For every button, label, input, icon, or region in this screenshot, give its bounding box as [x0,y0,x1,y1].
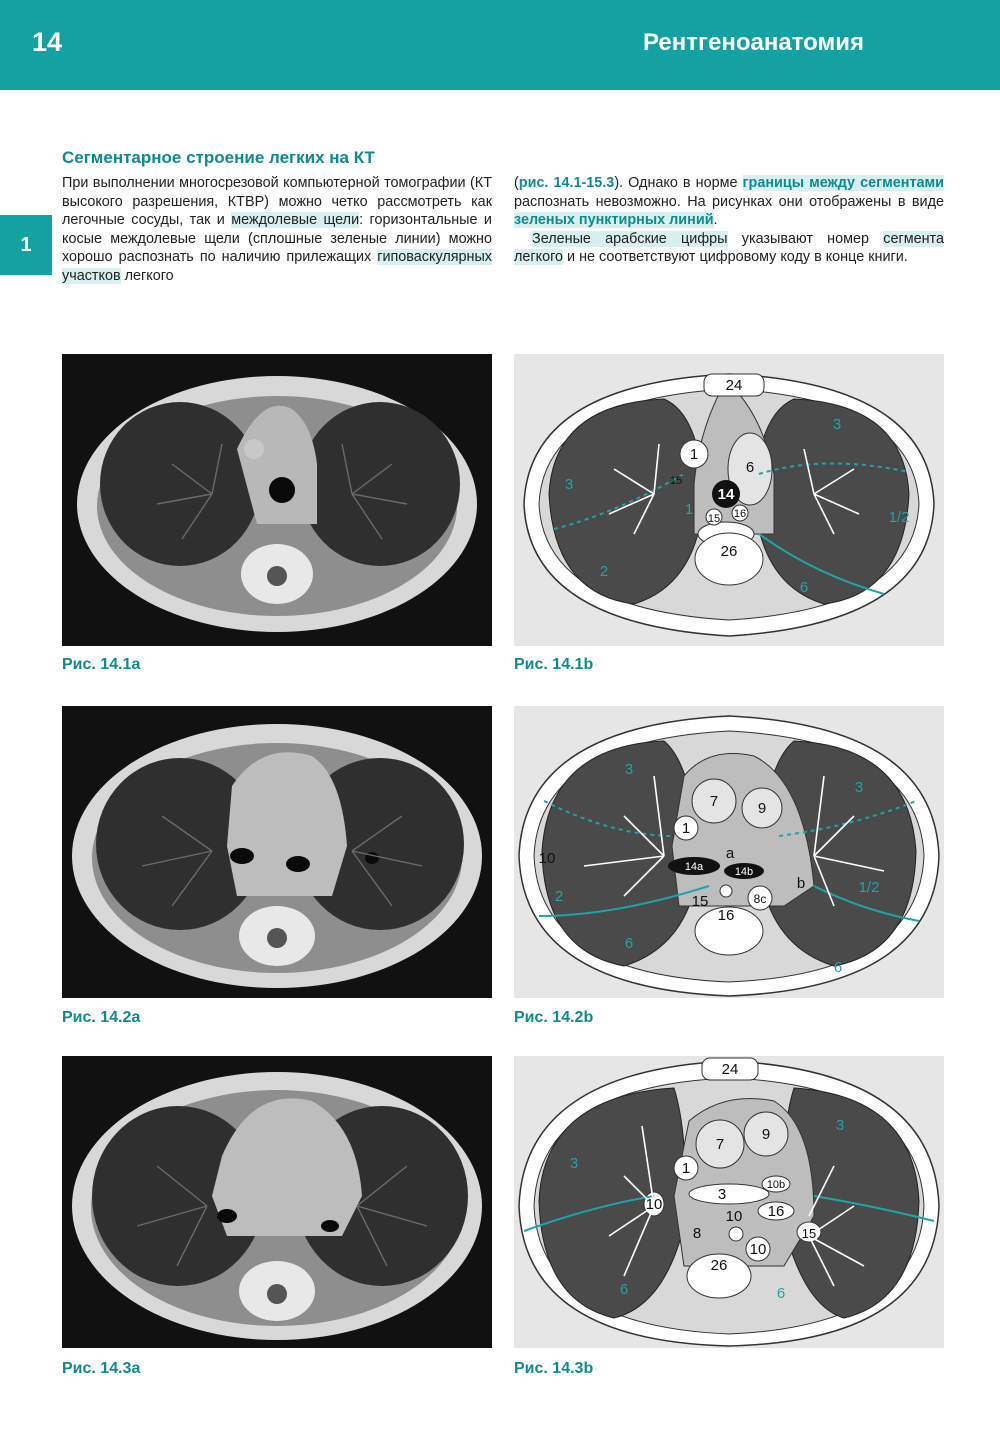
diagram-14-1b [514,354,944,646]
diagram-label: 3 [624,761,634,778]
diagram-label: 26 [720,543,738,560]
diagram-label: 9 [757,800,767,817]
diagram-label: 24 [721,1061,739,1078]
highlight-term: Зеленые арабские цифры [532,230,728,247]
diagram-label: 6 [624,935,634,952]
highlight-term: сегмента легкого [514,230,944,266]
diagram-label: 8c [753,892,767,906]
diagram-label: 16 [767,1203,785,1220]
diagram-label: 10 [749,1241,767,1258]
highlight-term: зеленых пунктирных линий [514,212,714,229]
diagram-label: 6 [619,1281,629,1298]
chapter-title: Рентгеноанатомия [643,29,864,56]
highlight-term: границы между сегментами [742,175,944,191]
diagram-label: 14a [684,861,704,873]
page-header [0,0,1000,90]
section-title: Сегментарное строение легких на КТ [62,148,375,167]
page-number: 14 [32,27,63,57]
highlight-term: междолевые щели [231,212,360,229]
diagram-label: 14b [734,866,754,878]
diagram-label: 8 [692,1225,702,1242]
diagram-label: 7 [709,793,719,810]
text-column-left [62,174,492,286]
diagram-label: 1 [689,446,699,463]
diagram-label: a [725,845,735,862]
diagram-label: b [796,875,806,892]
diagram-14-2b [514,706,944,998]
diagram-label: 14 [717,486,735,503]
paragraph-2: (рис. 14.1-15.3). Однако в норме границы между сегментами распознать невозможно. На рисунках они отображены в виде зеленых пунктирных линий. [514,175,944,229]
chapter-tab: 1 [0,215,52,275]
diagram-label: 6 [799,579,809,596]
ct-image-14-1a [62,354,492,646]
diagram-label: 1/2 [888,509,910,526]
figure-caption: Рис. 14.1b [514,656,594,673]
diagram-label: 24 [725,377,743,394]
figure-caption: Рис. 14.2b [514,1009,594,1026]
diagram-label: 9 [761,1126,771,1143]
diagram-label: 3 [717,1186,727,1203]
diagram-label: 2 [554,888,564,905]
diagram-label: 2 [599,563,609,580]
diagram-14-3b [514,1056,944,1348]
diagram-label: 10 [725,1208,743,1225]
figure-caption: Рис. 14.3a [62,1360,141,1377]
diagram-label: 10 [645,1196,663,1213]
diagram-label: 1 [681,820,691,837]
diagram-label: 3 [564,476,574,493]
figure-caption: Рис. 14.1a [62,656,141,673]
diagram-label: 1 [684,501,694,518]
diagram-label: 3 [835,1117,845,1134]
highlight-term: гиповаскулярных участков [62,249,492,284]
diagram-label: 16 [717,907,735,924]
diagram-label: 15 [801,1226,817,1241]
diagram-label: 15 [691,893,709,910]
diagram-label: 3 [854,779,864,796]
diagram-label: 7 [715,1136,725,1153]
diagram-label: 6 [776,1285,786,1302]
diagram-label: 3 [832,416,842,433]
figure-reference: рис. 14.1-15.3 [518,175,615,191]
ct-image-14-2a [62,706,492,998]
diagram-label: 3 [569,1155,579,1172]
paragraph-1: При выполнении многосрезовой компьютерной томографии (КТ высокого разрешения, КТВР) можно четко рассмотреть как легочные сосуды, так и междолевые щели: горизонтальные и косые междолевые щели (сплошные зеленые линии) можно хорошо распознать по наличию прилежащих гиповаскулярных участков легкого [62,175,492,284]
figure-caption: Рис. 14.3b [514,1360,594,1377]
text-column-right [514,174,944,267]
diagram-label: 26 [710,1257,728,1274]
diagram-label: 1 [681,1160,691,1177]
diagram-label: 10 [538,850,556,867]
ct-image-14-3a [62,1056,492,1348]
diagram-label: 6 [833,959,843,976]
diagram-label: 15 [669,475,683,487]
diagram-label: 16 [733,508,747,520]
figure-caption: Рис. 14.2a [62,1009,141,1026]
paragraph-3: Зеленые арабские цифры указывают номер сегмента легкого и не соответствуют цифровому коду в конце книги. [514,230,944,266]
diagram-label: 15 [707,513,721,525]
diagram-label: 1/2 [858,879,880,896]
diagram-label: 6 [745,459,755,476]
diagram-label: 10b [766,1179,786,1191]
